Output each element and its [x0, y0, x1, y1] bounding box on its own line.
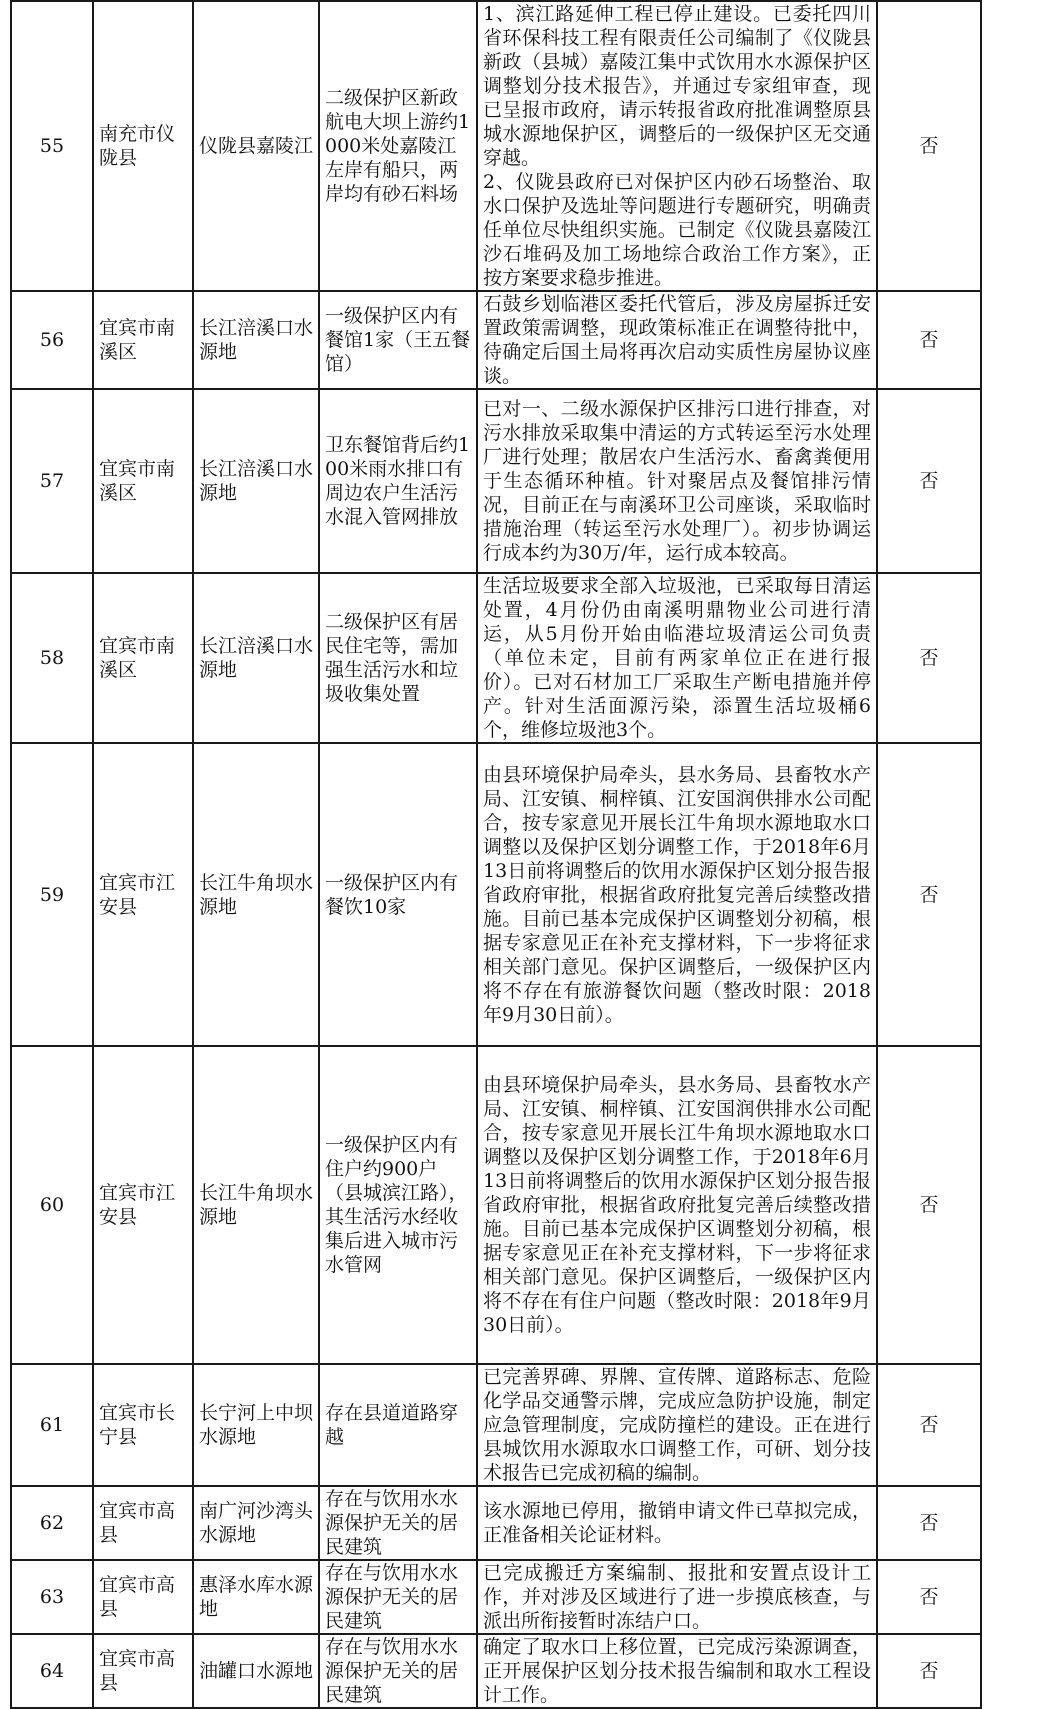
- table-row: [11, 389, 981, 573]
- rectification-progress: [477, 1486, 877, 1560]
- row-number: 61: [11, 1364, 93, 1486]
- table-row: [11, 1, 981, 291]
- rectification-progress: [477, 1046, 877, 1364]
- problem-description: 存在与饮用水水源保护无关的居民建筑: [319, 1486, 477, 1560]
- rectification-progress: [477, 389, 877, 573]
- city-county: 南充市仪陇县: [93, 1, 193, 291]
- progress-paragraph: 已对一、二级水源保护区排污口进行排查，对污水排放采取集中清运的方式转运至污水处理厂进行处理；散居农户生活污水、畜禽粪便用于生态循环种植。针对聚居点及餐馆排污情况，目前正在与南溪环卫公司座谈，采取临时措施治理（转运至污水处理厂）。初步协调运行成本约为30万/年，运行成本较高。: [483, 398, 871, 564]
- table-row: [11, 1046, 981, 1364]
- completion-status: 否: [877, 1486, 981, 1560]
- table-row: [11, 291, 981, 389]
- completion-status: 否: [877, 1634, 981, 1708]
- water-source: 长江涪溪口水源地: [193, 389, 319, 573]
- water-source: 油罐口水源地: [193, 1634, 319, 1708]
- water-source: 仪陇县嘉陵江: [193, 1, 319, 291]
- problem-description: 二级保护区新政航电大坝上游约1000米处嘉陵江左岸有船只，两岸均有砂石料场: [319, 1, 477, 291]
- row-number: 63: [11, 1560, 93, 1634]
- rectification-progress: [477, 743, 877, 1046]
- row-number: 59: [11, 743, 93, 1046]
- rectification-progress: [477, 1560, 877, 1634]
- progress-paragraph: 确定了取水口上移位置，已完成污染源调查，正开展保护区划分技术报告编制和取水工程设计工作。: [483, 1636, 871, 1706]
- water-source: 南广河沙湾头水源地: [193, 1486, 319, 1560]
- table-row: [11, 1364, 981, 1486]
- rectification-table: [10, 0, 982, 1709]
- completion-status: 否: [877, 389, 981, 573]
- progress-paragraph: 石鼓乡划临港区委托代管后，涉及房屋拆迁安置政策需调整，现政策标准正在调整待批中，待确定后国土局将再次启动实质性房屋协议座谈。: [483, 293, 871, 387]
- completion-status: 否: [877, 743, 981, 1046]
- row-number: 60: [11, 1046, 93, 1364]
- city-county: 宜宾市长宁县: [93, 1364, 193, 1486]
- progress-paragraph: 生活垃圾要求全部入垃圾池，已采取每日清运处置，4月份仍由南溪明鼎物业公司进行清运，从5月份开始由临港垃圾清运公司负责（单位未定，目前有两家单位正在进行报价）。已对石材加工厂采取生产断电措施并停产。针对生活面源污染，添置生活垃圾桶6个，维修垃圾池3个。: [483, 575, 871, 741]
- water-source: 长江涪溪口水源地: [193, 291, 319, 389]
- completion-status: 否: [877, 1046, 981, 1364]
- problem-description: 存在县道道路穿越: [319, 1364, 477, 1486]
- problem-description: 一级保护区内有住户约900户（县城滨江路），其生活污水经收集后进入城市污水管网: [319, 1046, 477, 1364]
- progress-paragraph: 已完成搬迁方案编制、报批和安置点设计工作，并对涉及区域进行了进一步摸底核查，与派出所衔接暂时冻结户口。: [483, 1562, 871, 1632]
- city-county: 宜宾市南溪区: [93, 291, 193, 389]
- rectification-progress: [477, 573, 877, 743]
- water-source: 长江牛角坝水源地: [193, 743, 319, 1046]
- row-number: 56: [11, 291, 93, 389]
- problem-description: 存在与饮用水水源保护无关的居民建筑: [319, 1634, 477, 1708]
- completion-status: 否: [877, 1, 981, 291]
- table-row: [11, 1634, 981, 1708]
- row-number: 57: [11, 389, 93, 573]
- city-county: 宜宾市江安县: [93, 743, 193, 1046]
- problem-description: 二级保护区有居民住宅等，需加强生活污水和垃圾收集处置: [319, 573, 477, 743]
- problem-description: 一级保护区内有餐馆1家（王五餐馆）: [319, 291, 477, 389]
- row-number: 55: [11, 1, 93, 291]
- progress-paragraph: 1、滨江路延伸工程已停止建设。已委托四川省环保科技工程有限责任公司编制了《仪陇县新政（县城）嘉陵江集中式饮用水水源保护区调整划分技术报告》，并通过专家组审查，现已呈报市政府，请示转报省政府批准调整原县城水源地保护区，调整后的一级保护区无交通穿越。: [483, 3, 871, 169]
- progress-paragraph: 由县环境保护局牵头，县水务局、县畜牧水产局、江安镇、桐梓镇、江安国润供排水公司配合，按专家意见开展长江牛角坝水源地取水口调整以及保护区划分调整工作，于2018年6月13日前将调整后的饮用水源保护区划分报告报省政府审批，根据省政府批复完善后续整改措施。目前已基本完成保护区调整划分初稿，根据专家意见正在补充支撑材料，下一步将征求相关部门意见。保护区调整后，一级保护区内将不存在有住户问题（整改时限：2018年9月30日前）。: [483, 1074, 871, 1336]
- city-county: 宜宾市南溪区: [93, 389, 193, 573]
- progress-paragraph: 已完善界碑、界牌、宣传牌、道路标志、危险化学品交通警示牌，完成应急防护设施，制定应急管理制度，完成防撞栏的建设。正在进行县城饮用水源取水口调整工作，可研、划分技术报告已完成初稿的编制。: [483, 1366, 871, 1484]
- city-county: 宜宾市高县: [93, 1634, 193, 1708]
- row-number: 64: [11, 1634, 93, 1708]
- water-source: 长江牛角坝水源地: [193, 1046, 319, 1364]
- problem-description: 一级保护区内有餐饮10家: [319, 743, 477, 1046]
- progress-paragraph: 该水源地已停用，撤销申请文件已草拟完成，正准备相关论证材料。: [483, 1500, 871, 1546]
- problem-description: 存在与饮用水水源保护无关的居民建筑: [319, 1560, 477, 1634]
- rectification-progress: [477, 1364, 877, 1486]
- completion-status: 否: [877, 291, 981, 389]
- completion-status: 否: [877, 1364, 981, 1486]
- rectification-progress: [477, 291, 877, 389]
- city-county: 宜宾市高县: [93, 1560, 193, 1634]
- city-county: 宜宾市江安县: [93, 1046, 193, 1364]
- problem-description: 卫东餐馆背后约100米雨水排口有周边农户生活污水混入管网排放: [319, 389, 477, 573]
- water-source: 长江涪溪口水源地: [193, 573, 319, 743]
- city-county: 宜宾市高县: [93, 1486, 193, 1560]
- table-row: [11, 1560, 981, 1634]
- document-page: [10, 0, 982, 1709]
- row-number: 62: [11, 1486, 93, 1560]
- water-source: 长宁河上中坝水源地: [193, 1364, 319, 1486]
- city-county: 宜宾市南溪区: [93, 573, 193, 743]
- water-source: 惠泽水库水源地: [193, 1560, 319, 1634]
- row-number: 58: [11, 573, 93, 743]
- completion-status: 否: [877, 573, 981, 743]
- table-row: [11, 1486, 981, 1560]
- completion-status: 否: [877, 1560, 981, 1634]
- table-row: [11, 743, 981, 1046]
- progress-paragraph: 2、仪陇县政府已对保护区内砂石场整治、取水口保护及选址等问题进行专题研究，明确责任单位尽快组织实施。已制定《仪陇县嘉陵江沙石堆码及加工场地综合政治工作方案》，正按方案要求稳步推进。: [483, 171, 871, 289]
- rectification-progress: [477, 1634, 877, 1708]
- table-row: [11, 573, 981, 743]
- progress-paragraph: 由县环境保护局牵头，县水务局、县畜牧水产局、江安镇、桐梓镇、江安国润供排水公司配合，按专家意见开展长江牛角坝水源地取水口调整以及保护区划分调整工作，于2018年6月13日前将调整后的饮用水源保护区划分报告报省政府审批，根据省政府批复完善后续整改措施。目前已基本完成保护区调整划分初稿，根据专家意见正在补充支撑材料，下一步将征求相关部门意见。保护区调整后，一级保护区内将不存在有旅游餐饮问题（整改时限：2018年9月30日前）。: [483, 763, 871, 1026]
- rectification-progress: [477, 1, 877, 291]
